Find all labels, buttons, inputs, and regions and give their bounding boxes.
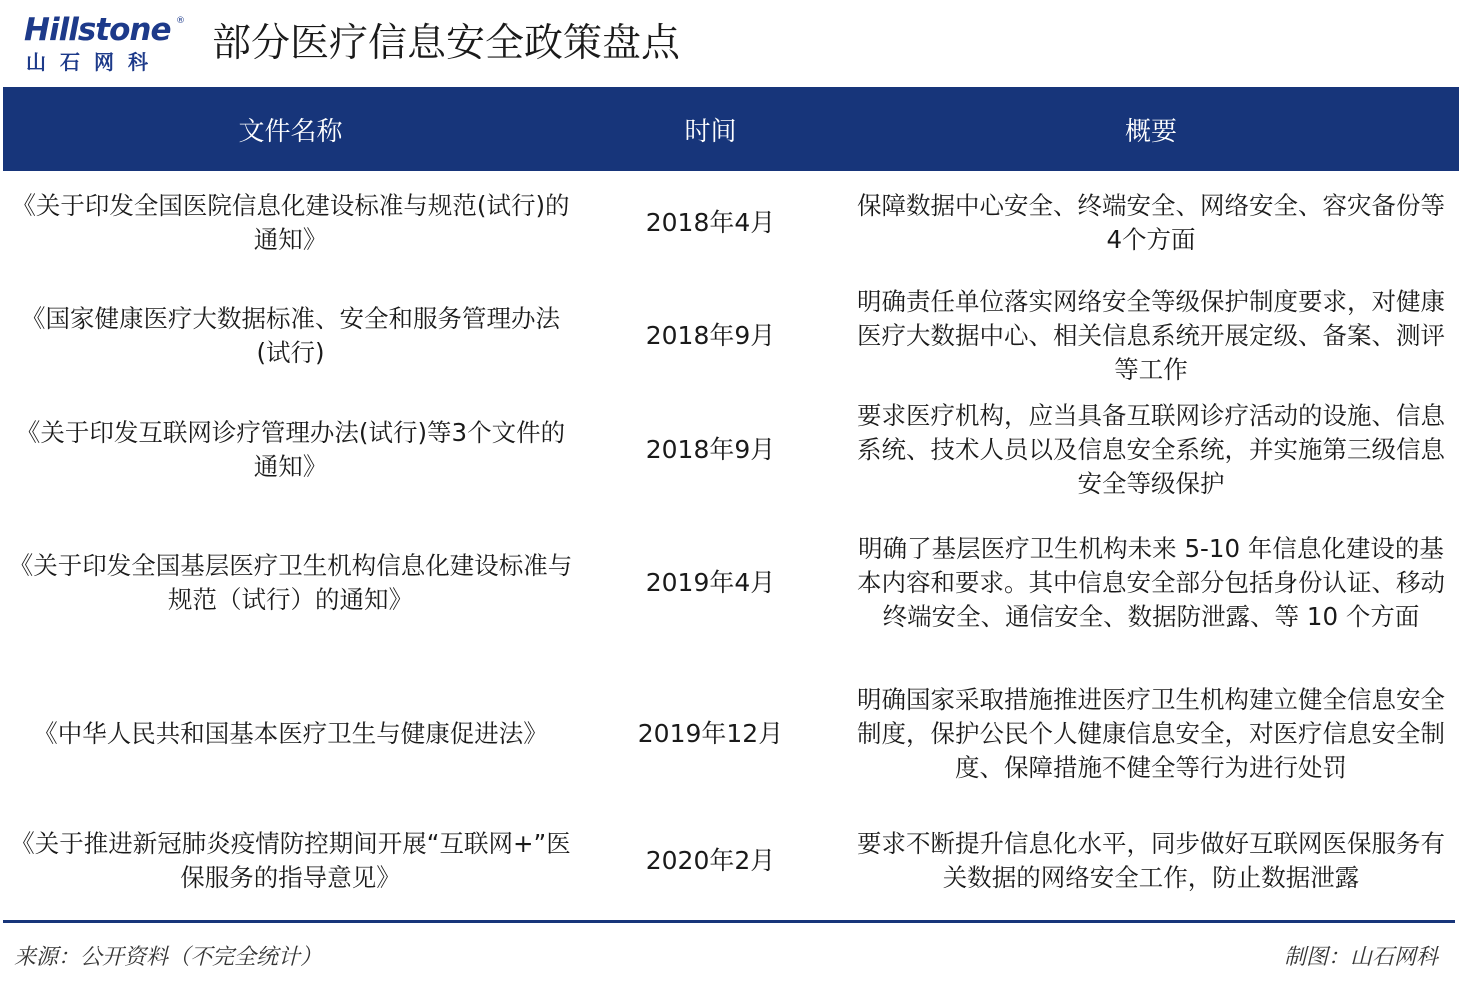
table-row (3, 663, 1459, 805)
cell-summary: 明确了基层医疗卫生机构未来 5-10 年信息化建设的基本内容和要求。其中信息安全部分包括身份认证、移动终端安全、通信安全、数据防泄露、等 10 个方面 (857, 534, 1445, 631)
cell-file-name: 《关于印发全国基层医疗卫生机构信息化建设标准与规范（试行）的通知》 (8, 551, 573, 614)
cell-summary: 要求不断提升信息化水平，同步做好互联网医保服务有关数据的网络安全工作，防止数据泄露 (857, 829, 1445, 892)
header-time: 时间 (684, 116, 737, 147)
logo-wordmark: Hillstone (24, 12, 171, 48)
cell-file-name: 《关于推进新冠肺炎疫情防控期间开展“互联网+”医保服务的指导意见》 (10, 829, 571, 892)
cell-file-name: 《关于印发全国医院信息化建设标准与规范(试行)的通知》 (11, 191, 570, 254)
logo-subtitle: 山石网科 (26, 50, 162, 74)
cell-time: 2018年4月 (645, 208, 776, 237)
cell-time: 2019年12月 (637, 719, 784, 748)
cell-summary: 要求医疗机构，应当具备互联网诊疗活动的设施、信息系统、技术人员以及信息安全系统，并实施第三级信息安全等级保护 (857, 401, 1445, 498)
cell-summary: 明确国家采取措施推进医疗卫生机构建立健全信息安全制度，保护公民个人健康信息安全，对医疗信息安全制度、保障措施不健全等行为进行处罚 (857, 685, 1445, 782)
cell-file-name: 《国家健康医疗大数据标准、安全和服务管理办法(试行) (21, 304, 560, 367)
table-row (3, 275, 1459, 397)
cell-file-name: 《中华人民共和国基本医疗卫生与健康促进法》 (33, 719, 548, 748)
cell-time: 2018年9月 (645, 435, 776, 464)
cell-summary: 明确责任单位落实网络安全等级保护制度要求，对健康医疗大数据中心、相关信息系统开展定级、备案、测评等工作 (857, 287, 1445, 384)
page-title: 部分医疗信息安全政策盘点 (212, 21, 681, 66)
logo-registered-mark: ® (176, 16, 185, 26)
header-file-name: 文件名称 (238, 116, 343, 147)
table-row (3, 805, 1459, 917)
cell-file-name: 《关于印发互联网诊疗管理办法(试行)等3个文件的通知》 (15, 418, 566, 481)
brand-logo (24, 12, 184, 74)
cell-time: 2020年2月 (645, 846, 776, 875)
policy-table (3, 87, 1459, 917)
table-header (3, 87, 1459, 171)
header-summary: 概要 (1124, 116, 1177, 147)
table-row (3, 397, 1459, 503)
table-body (3, 171, 1459, 917)
chart-credit: 制图：山石网科 (1283, 945, 1438, 970)
table-bottom-rule (3, 920, 1455, 923)
table-row (3, 503, 1459, 663)
cell-time: 2018年9月 (645, 321, 776, 350)
cell-time: 2019年4月 (645, 568, 776, 597)
source-note: 来源：公开资料（不完全统计） (14, 945, 323, 970)
table-row (3, 171, 1459, 275)
cell-summary: 保障数据中心安全、终端安全、网络安全、容灾备份等4个方面 (857, 191, 1445, 254)
